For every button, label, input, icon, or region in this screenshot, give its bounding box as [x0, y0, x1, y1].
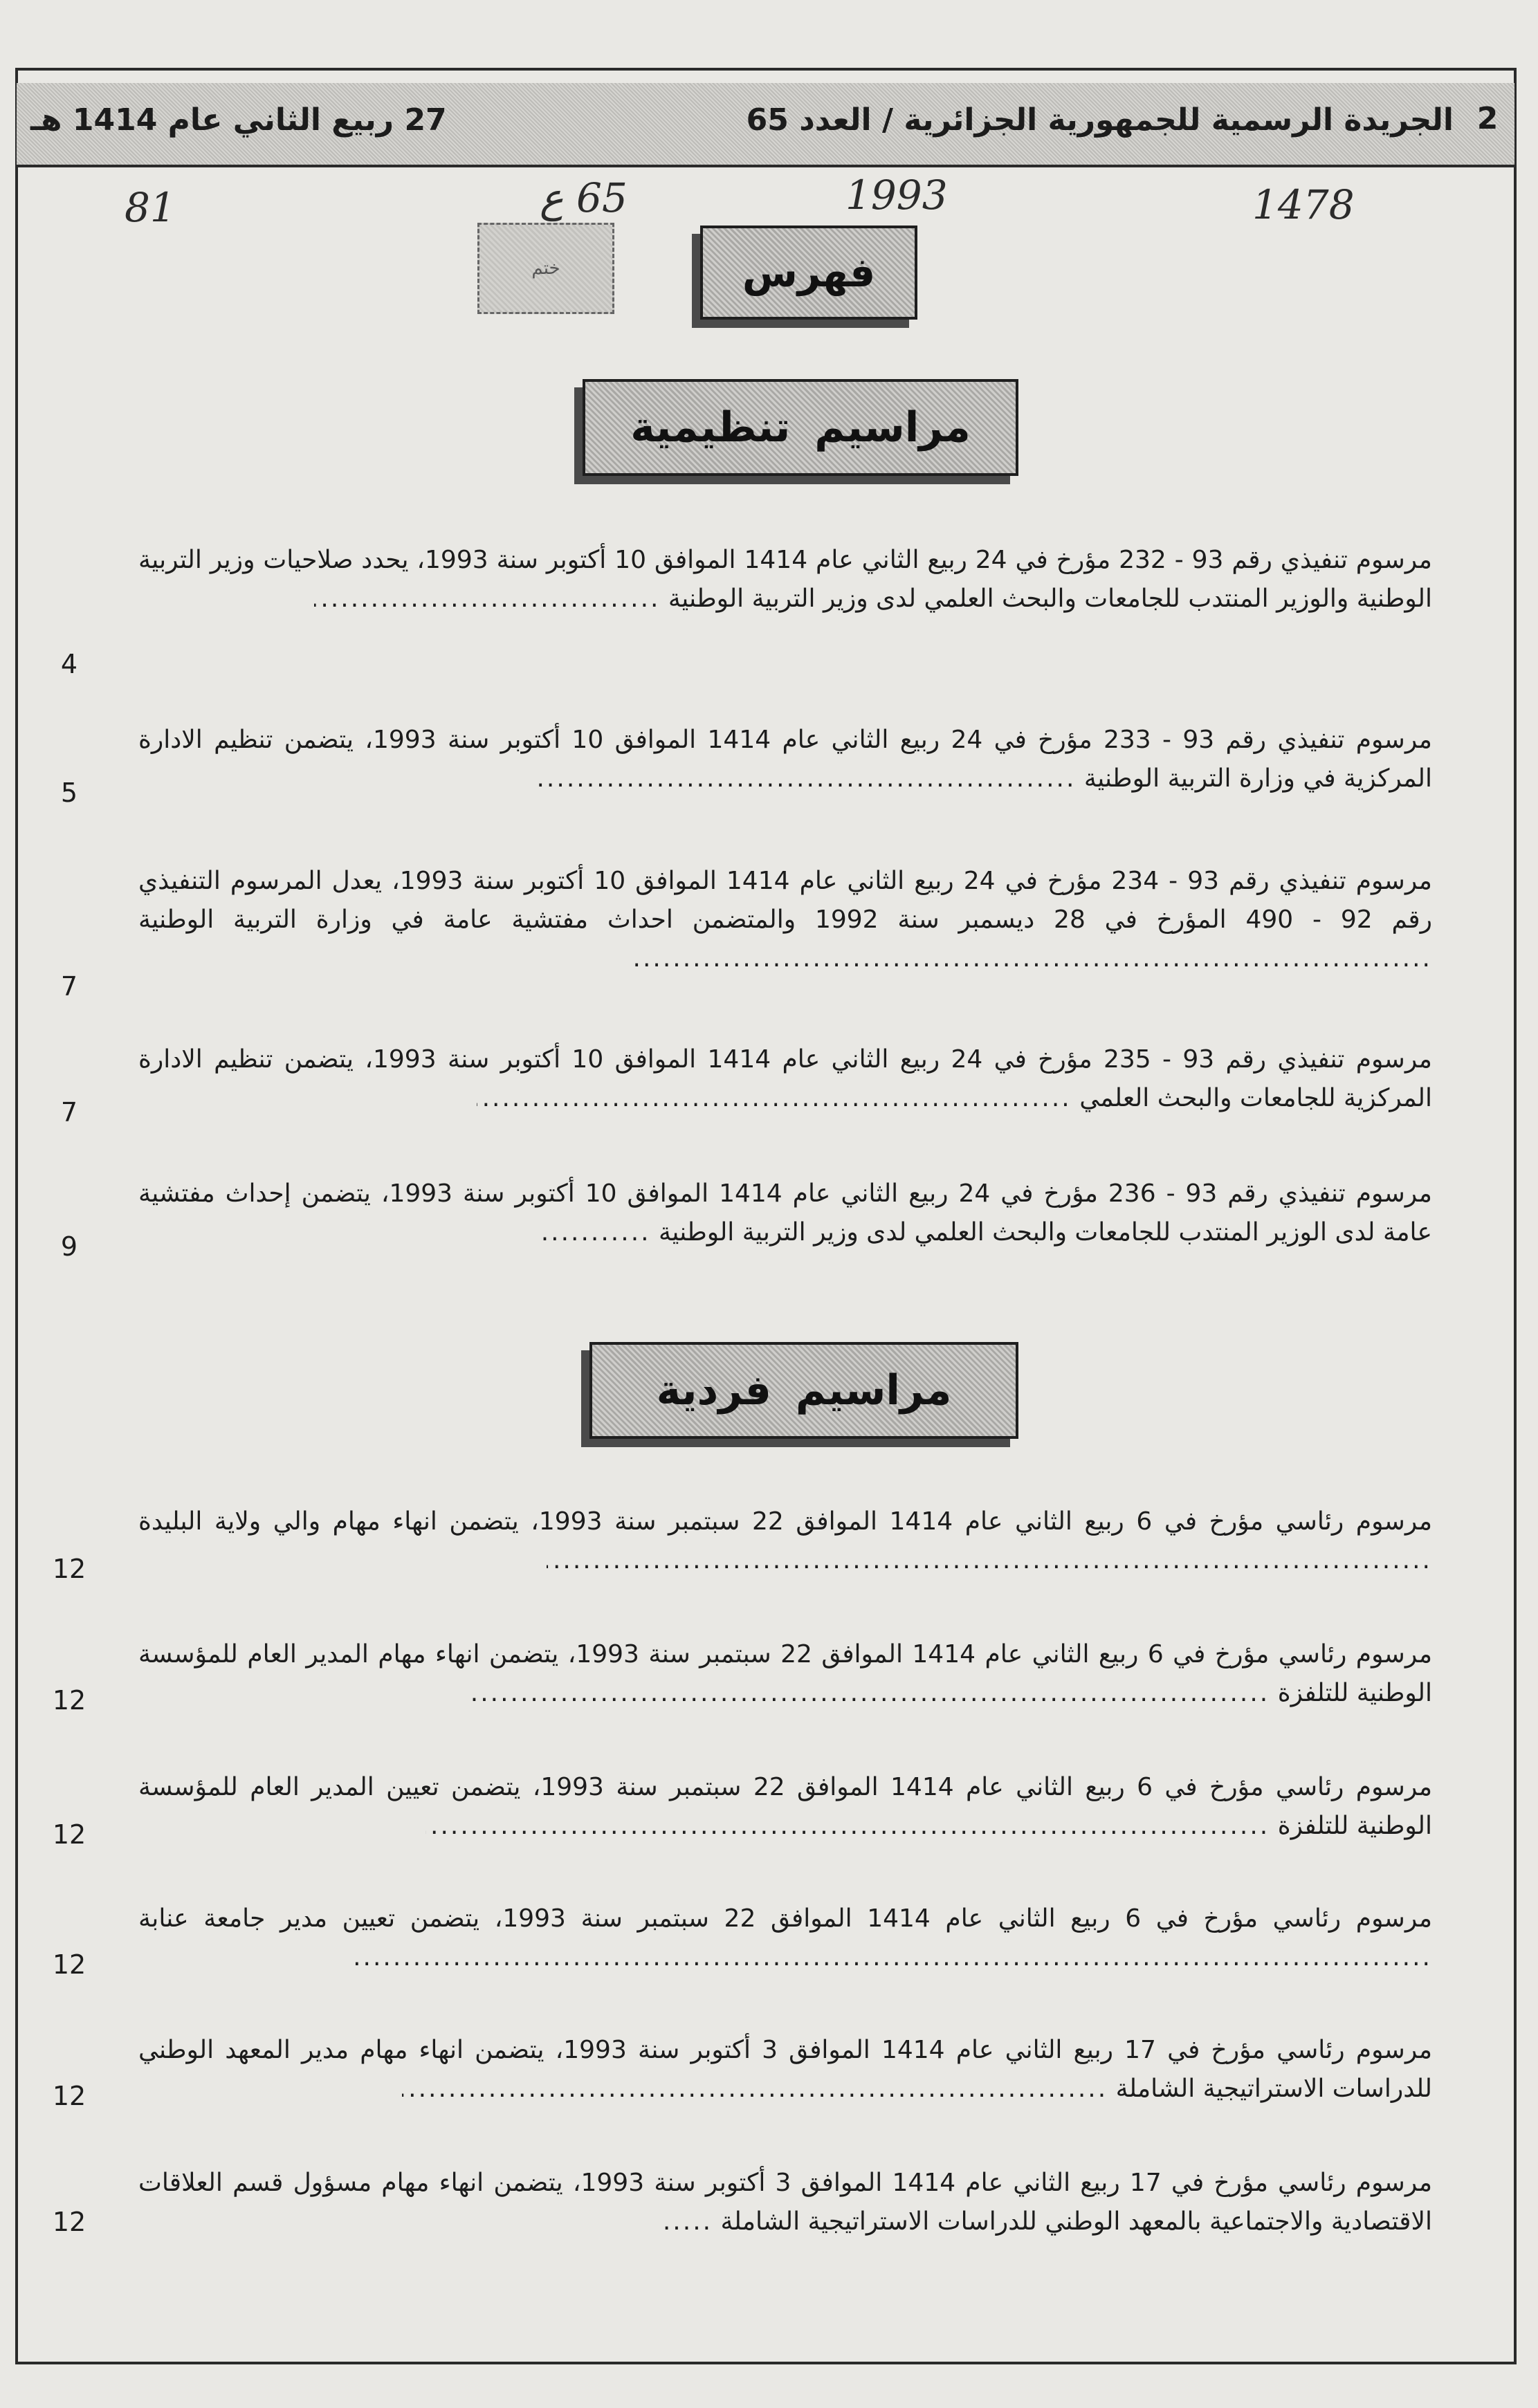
leader-dots: [425, 1807, 1270, 1846]
section-title-box-individual: [589, 1342, 1018, 1439]
index-entry: [138, 721, 1432, 798]
leader-dots: [402, 2070, 1108, 2108]
index-entry: [138, 541, 1432, 618]
entry-page-number: 12: [52, 2207, 86, 2237]
header-date: 27 ربيع الثاني عام 1414 هـ: [30, 102, 447, 138]
leader-dots: [353, 1938, 1432, 1977]
handwritten-note-a: 1478: [1252, 181, 1355, 228]
index-entry: [138, 1175, 1432, 1252]
index-entry: [138, 2031, 1432, 2108]
section-title-regulatory: مراسيم تنظيمية: [630, 403, 971, 452]
entry-text: مرسوم تنفيذي رقم 93 - 235 مؤرخ في 24 ربيع الثاني عام 1414 الموافق 10 أكتوبر سنة 1993، يتضمن تنظيم الادارة المركزية للجامعات والبحث العلمي: [138, 1045, 1432, 1112]
index-title-box: [700, 226, 917, 320]
entry-page-number: 7: [60, 1097, 78, 1128]
leader-dots: [540, 1213, 651, 1252]
header-page-number: 2: [1476, 101, 1499, 136]
entry-text: مرسوم تنفيذي رقم 93 - 236 مؤرخ في 24 ربيع الثاني عام 1414 الموافق 10 أكتوبر سنة 1993، يتضمن إحداث مفتشية عامة لدى الوزير المنتدب للجامعات والبحث العلمي لدى وزير التربية الوطنية: [138, 1179, 1432, 1247]
entry-page-number: 12: [52, 2081, 86, 2111]
index-title: فهرس: [742, 249, 876, 296]
index-entry: [138, 1635, 1432, 1713]
entry-page-number: 12: [52, 1949, 86, 1980]
leader-dots: [477, 1079, 1072, 1118]
entry-page-number: 9: [60, 1231, 78, 1262]
entry-text: مرسوم تنفيذي رقم 93 - 232 مؤرخ في 24 ربيع الثاني عام 1414 الموافق 10 أكتوبر سنة 1993، يحدد صلاحيات وزير التربية الوطنية والوزير المنتدب للجامعات والبحث العلمي لدى وزير التربية الوطنية: [138, 546, 1432, 613]
leader-dots: [467, 1674, 1270, 1713]
entry-text: مرسوم رئاسي مؤرخ في 6 ربيع الثاني عام 1414 الموافق 22 سبتمبر سنة 1993، يتضمن انهاء مهام والي ولاية البليدة: [138, 1507, 1432, 1536]
entry-page-number: 4: [60, 649, 78, 679]
library-stamp: [477, 223, 614, 314]
index-entry: [138, 862, 1432, 978]
stamp-text: ختم: [531, 258, 560, 279]
index-entry: [138, 1040, 1432, 1118]
index-entry: [138, 2164, 1432, 2241]
handwritten-note-d: 81: [125, 184, 176, 231]
page-header: [17, 83, 1514, 167]
entry-text: مرسوم رئاسي مؤرخ في 6 ربيع الثاني عام 1414 الموافق 22 سبتمبر سنة 1993، يتضمن انهاء مهام المدير العام للمؤسسة الوطنية للتلفزة: [138, 1640, 1432, 1707]
handwritten-note-c: 65 ع: [540, 174, 628, 221]
entry-page-number: 12: [52, 1554, 86, 1584]
index-entry: [138, 1768, 1432, 1846]
section-title-individual: مراسيم فردية: [656, 1366, 952, 1415]
index-entry: [138, 1502, 1432, 1580]
entry-text: مرسوم تنفيذي رقم 93 - 233 مؤرخ في 24 ربيع الثاني عام 1414 الموافق 10 أكتوبر سنة 1993، يتضمن تنظيم الادارة المركزية في وزارة التربية الوطنية: [138, 726, 1432, 793]
entry-text: مرسوم رئاسي مؤرخ في 6 ربيع الثاني عام 1414 الموافق 22 سبتمبر سنة 1993، يتضمن تعيين المدير العام للمؤسسة الوطنية للتلفزة: [138, 1773, 1432, 1840]
handwritten-note-b: 1993: [845, 172, 948, 219]
index-entry: [138, 1900, 1432, 1977]
leader-dots: [664, 2203, 713, 2241]
section-title-box-regulatory: [583, 379, 1018, 476]
entry-page-number: 5: [60, 778, 78, 808]
entry-page-number: 12: [52, 1819, 86, 1850]
header-title: الجريدة الرسمية للجمهورية الجزائرية / العدد 65: [746, 102, 1454, 138]
entry-text: مرسوم تنفيذي رقم 93 - 234 مؤرخ في 24 ربيع الثاني عام 1414 الموافق 10 أكتوبر سنة 1993، يعدل المرسوم التنفيذي رقم 92 - 490 المؤرخ في 28 ديسمبر سنة 1992 والمتضمن احداث مفتشية عامة في وزارة التربية الوطنية: [138, 867, 1432, 934]
entry-text: مرسوم رئاسي مؤرخ في 17 ربيع الثاني عام 1414 الموافق 3 أكتوبر سنة 1993، يتضمن انهاء مهام مسؤول قسم العلاقات الاقتصادية والاجتماعية بالمعهد الوطني للدراسات الاستراتيجية الشاملة: [138, 2169, 1432, 2236]
leader-dots: [547, 1541, 1432, 1580]
entry-text: مرسوم رئاسي مؤرخ في 17 ربيع الثاني عام 1414 الموافق 3 أكتوبر سنة 1993، يتضمن انهاء مهام مدير المعهد الوطني للدراسات الاستراتيجية الشاملة: [138, 2036, 1432, 2103]
leader-dots: [314, 580, 660, 618]
leader-dots: [536, 760, 1076, 798]
entry-text: مرسوم رئاسي مؤرخ في 6 ربيع الثاني عام 1414 الموافق 22 سبتمبر سنة 1993، يتضمن تعيين مدير جامعة عنابة: [138, 1904, 1432, 1933]
entry-page-number: 12: [52, 1685, 86, 1716]
entry-page-number: 7: [60, 971, 78, 1002]
leader-dots: [630, 939, 1432, 978]
